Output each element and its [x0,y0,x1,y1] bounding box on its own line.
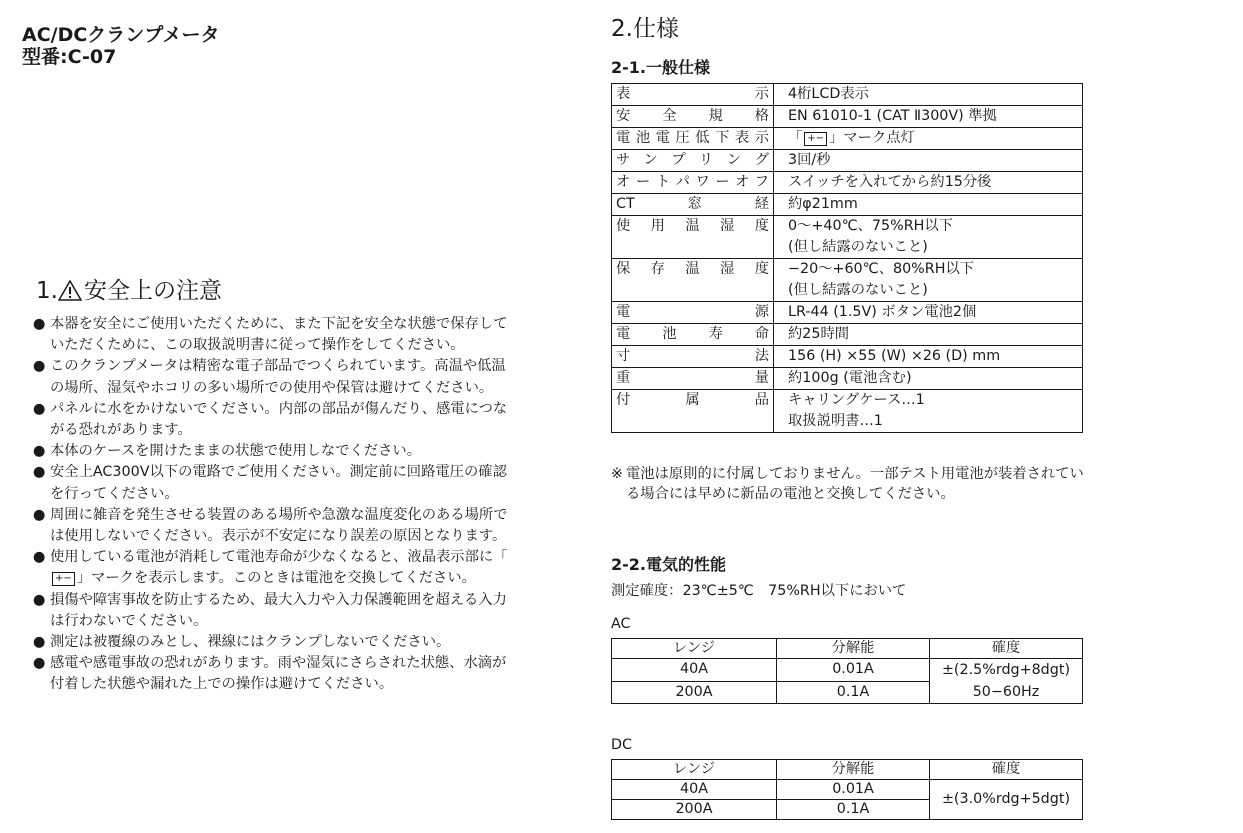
safety-item-text: 」マークを表示します。このときは電池を交換してください。 [76,570,476,587]
bullet-icon: ● [33,358,46,375]
dc-label: DC [611,737,632,753]
safety-item [33,314,513,356]
spec-key: 重量 [616,370,769,386]
safety-item [33,441,513,462]
table-row [612,259,1083,302]
table-row [612,84,1083,106]
safety-item-text: パネルに水をかけないでください。内部の部品が傷んだり、感電につながる恐れがあります。 [50,400,508,439]
bullet-icon: ● [33,549,46,566]
section-number: 1. [36,278,58,304]
bullet-icon: ● [33,400,46,417]
spec-value: 0〜+40℃、75%RH以下 [788,218,953,234]
spec-key: 電源 [616,304,769,320]
bullet-icon: ● [33,655,46,672]
safety-item [33,505,513,547]
safety-item [33,653,513,695]
bullet-icon: ● [33,506,46,523]
column-header: 確度 [930,760,1083,780]
ac-label: AC [611,616,631,632]
column-header: 分解能 [777,639,930,659]
safety-item [33,590,513,632]
safety-item [33,399,513,441]
section-title: 安全上の注意 [83,278,222,304]
safety-item-text: 本器を安全にご使用いただくために、また下記を安全な状態で保存していただくために、この取扱説明書に従って操作をしてください。 [50,316,508,354]
table-row [612,150,1083,172]
spec-value: 「 [788,130,803,146]
spec-value: 」マーク点灯 [829,130,915,146]
safety-heading [36,276,222,306]
spec-value: スイッチを入れてから約15分後 [788,174,992,190]
spec-value: 約φ21mm [788,196,858,212]
table-row [612,172,1083,194]
accuracy-cell [930,659,1083,704]
safety-item-text: 使用している電池が消耗して電池寿命が少なくなると、液晶表示部に「 [50,549,508,566]
table-row [612,216,1083,259]
safety-item [33,632,513,653]
accuracy-text: ±(2.5%rdg+8dgt) [941,662,1071,678]
safety-item-text: 本体のケースを開けたままの状態で使用しなでください。 [50,443,422,460]
spec-value: 取扱説明書…1 [788,413,883,429]
measurement-condition: 測定確度：23℃±5℃ 75%RH以下において [611,583,907,599]
frequency-text: 50−60Hz [972,684,1040,700]
safety-item [33,356,513,398]
note-mark: ※ [611,466,623,482]
spec-value: (但し結露のないこと) [788,282,928,298]
table-row [612,659,1083,682]
table-row [612,302,1083,324]
spec-value: 3回/秒 [788,152,831,168]
table-row [612,194,1083,216]
safety-list [33,314,513,696]
spec-key: 付属品 [616,392,769,408]
range-cell: 200A [612,800,777,820]
safety-item-text: 感電や感電事故の恐れがあります。雨や湿気にさらされた状態、水滴が付着した状態や漏れた上での操作は避けてください。 [50,655,507,693]
range-cell: 200A [612,681,777,704]
spec-key: 寸法 [616,348,769,364]
battery-icon: +− [804,132,827,146]
table-row [612,324,1083,346]
bullet-icon: ● [33,464,46,481]
safety-item-text: 周囲に雑音を発生させる装置のある場所や急激な温度変化のある場所では使用しないでください。表示が不安定になり誤差の原因となります。 [50,506,508,545]
spec-value: 約25時間 [788,326,850,342]
spec-key: オートパワーオフ [616,174,769,190]
bullet-icon: ● [33,634,46,651]
general-spec-subtitle: 2-1.一般仕様 [611,58,710,77]
spec-value: (但し結露のないこと) [788,239,928,255]
electrical-spec-subtitle: 2-2.電気的性能 [611,555,726,574]
bullet-icon: ● [33,443,46,460]
safety-item-text: 損傷や障害事故を防止するため、最大入力や入力保護範囲を超える入力は行わないでください。 [50,591,507,629]
dc-table [611,759,1083,820]
table-row [612,390,1083,433]
column-header: 確度 [930,639,1083,659]
spec-key: 電池寿命 [616,326,769,342]
spec-value: 4桁LCD表示 [788,86,869,102]
resolution-cell: 0.01A [777,659,930,682]
column-header: レンジ [612,760,777,780]
spec-key: 表示 [616,86,769,102]
spec-value: EN 61010-1 (CAT Ⅱ300V) 準拠 [788,108,997,124]
warning-icon [58,280,82,301]
table-row [612,106,1083,128]
spec-value: 約100g (電池含む) [788,370,912,386]
bullet-icon: ● [33,591,46,608]
title-block [22,24,220,68]
spec-key: サンプリング [616,152,769,168]
table-row [612,346,1083,368]
safety-item-text: 安全上AC300V以下の電路でご使用ください。測定前に回路電圧の確認を行ってください。 [50,464,507,502]
table-header-row [612,760,1083,780]
battery-icon: +− [52,572,75,586]
note-text: 電池は原則的に付属しておりません。一部テスト用電池が装着されている場合には早めに新品の電池と交換してください。 [626,466,1084,502]
spec-key: 電池電圧低下表示 [616,130,769,146]
table-header-row [612,639,1083,659]
accuracy-cell: ±(3.0%rdg+5dgt) [930,780,1083,820]
table-row [612,780,1083,800]
column-header: レンジ [612,639,777,659]
range-cell: 40A [612,780,777,800]
column-header: 分解能 [777,760,930,780]
product-title: AC/DCクランプメータ [22,24,220,46]
table-row [612,128,1083,150]
spec-value: LR-44 (1.5V) ボタン電池2個 [788,304,977,320]
safety-item [33,547,513,589]
spec-key: 使用温湿度 [616,218,769,234]
model-number: 型番:C-07 [22,46,117,68]
safety-item [33,462,513,504]
spec-value: −20〜+60℃、80%RH以下 [788,261,975,277]
resolution-cell: 0.01A [777,780,930,800]
resolution-cell: 0.1A [777,800,930,820]
bullet-icon: ● [33,316,46,332]
safety-item-text: このクランプメータは精密な電子部品でつくられています。高温や低温の場所、湿気やホコリの多い場所での使用や保管は避けてください。 [50,358,506,396]
spec-key: 保存温湿度 [616,261,769,277]
spec-key: 安全規格 [616,108,769,124]
ac-table [611,638,1083,704]
battery-note [611,464,1091,504]
resolution-cell: 0.1A [777,681,930,704]
table-row [612,368,1083,390]
spec-key: CT窓経 [616,196,769,212]
range-cell: 40A [612,659,777,682]
spec-value: キャリングケース…1 [788,392,925,408]
spec-heading: 2.仕様 [611,16,679,42]
general-spec-table [611,83,1083,433]
safety-item-text: 測定は被覆線のみとし、裸線にはクランプしないでください。 [50,634,451,651]
spec-value: 156 (H) ×55 (W) ×26 (D) mm [788,348,1001,364]
